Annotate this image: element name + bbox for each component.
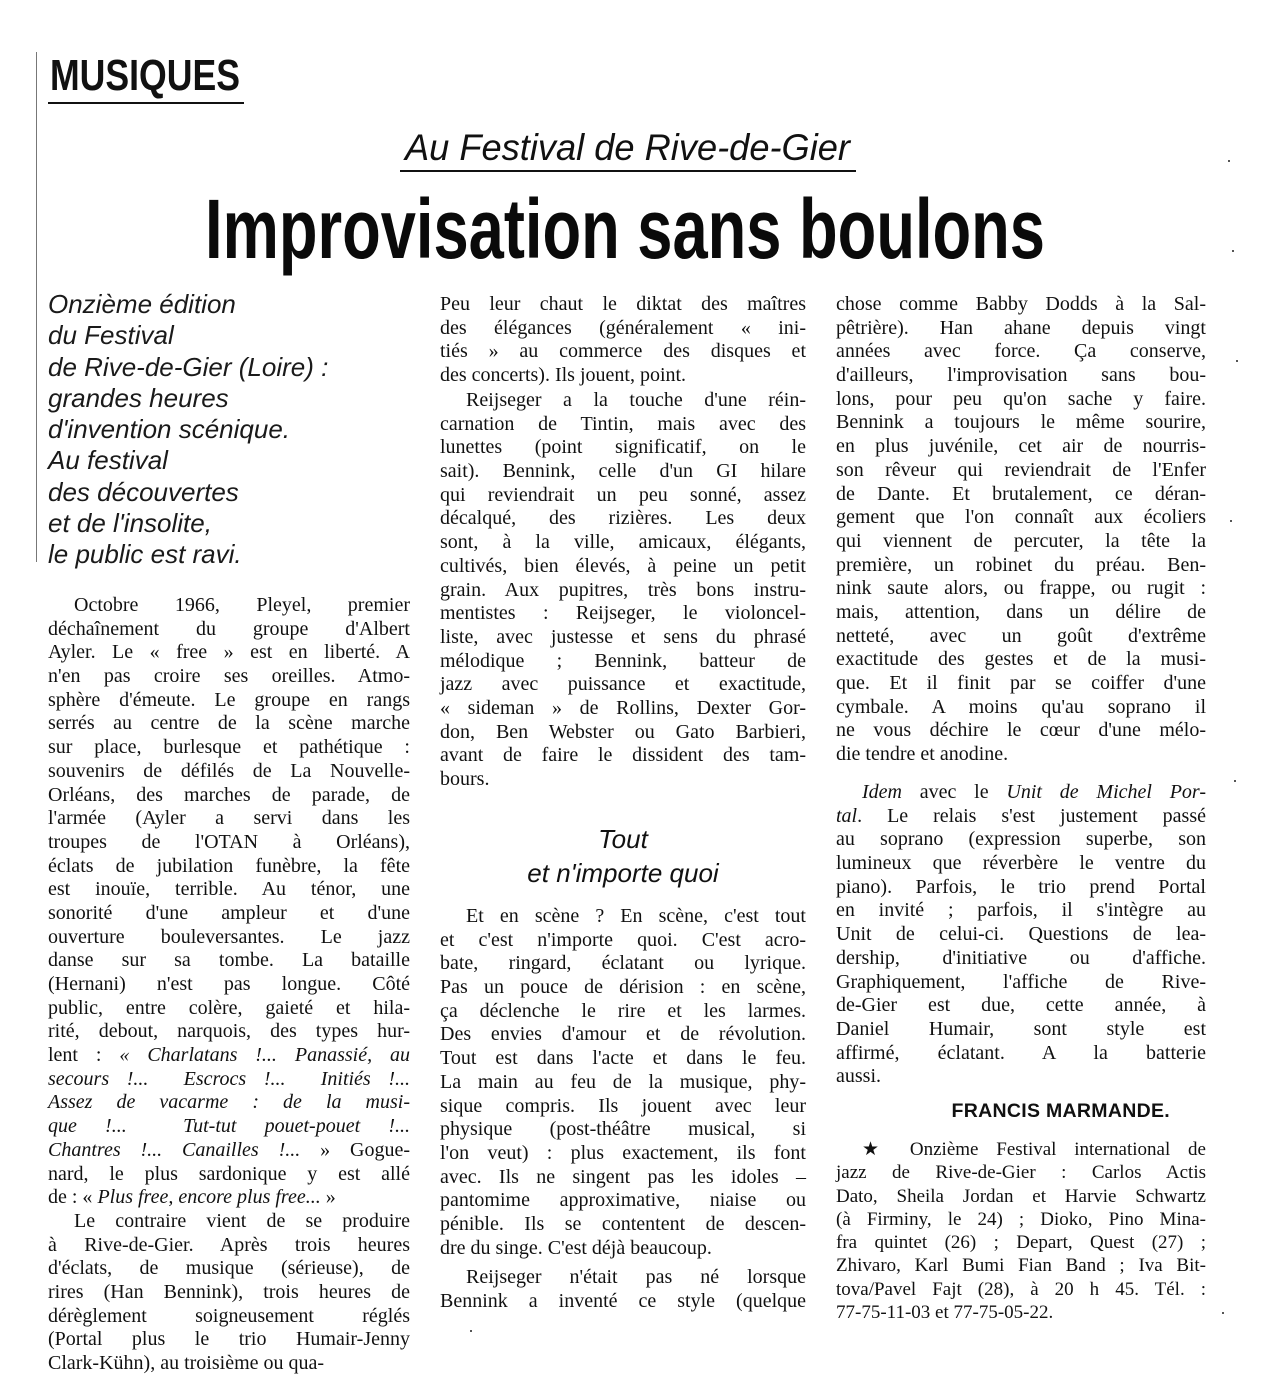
text-line: tova/Pavel Fajt (28), à 20 h 45. Tél. : <box>836 1278 1206 1300</box>
text-line: chose comme Babby Dodds à la Sal- <box>836 293 1206 315</box>
deck-line: d'invention scénique. <box>48 414 291 445</box>
text-line: carnation de Tintin, mais avec des <box>440 412 806 435</box>
text-line: (Portal plus le trio Humair-Jenny <box>48 1328 410 1351</box>
text-line: physique (post-théâtre musical, si <box>440 1118 806 1141</box>
text-line: dership, d'initiative ou d'affiche. <box>836 946 1206 969</box>
paragraph <box>48 594 410 1210</box>
text-line: jazz avec puissance et exactitude, <box>440 673 806 696</box>
text-line: Des envies d'amour et de révolution. <box>440 1023 806 1046</box>
text-line: lumineux que réverbère le ventre du <box>836 852 1206 875</box>
text-line: Et en scène ? En scène, c'est tout <box>466 905 806 927</box>
event-info-note <box>836 1138 1206 1324</box>
text-line: aussi. <box>836 1065 881 1088</box>
text-line: et c'est n'importe quoi. C'est acro- <box>440 928 806 951</box>
text-line <box>48 1044 410 1068</box>
text-line: pantomime approximative, niaise ou <box>440 1189 806 1212</box>
text-line: die tendre et anodine. <box>836 743 1009 766</box>
text-line: sont, à la ville, amicaux, élégants, <box>440 531 806 554</box>
italic-text: « Charlatans !... Panassié, au <box>119 1044 411 1067</box>
paragraph <box>836 293 1206 767</box>
deck-side-rule <box>36 52 37 562</box>
text-line: rité, debout, narquois, des types hur- <box>48 1020 410 1043</box>
text-line: qui reviendrait un peu sonné, assez <box>440 483 806 506</box>
text-line: au soprano (expression superbe, son <box>836 828 1206 851</box>
italic-text: secours !... Escrocs !... Initiés !... <box>48 1067 410 1090</box>
text-line: avant de faire le dissident des tam- <box>440 744 806 767</box>
text-line: ★ Onzième Festival international de <box>862 1139 1206 1160</box>
article-column-2 <box>440 0 806 1383</box>
text-line: (Hernani) n'est pas longue. Côté <box>48 973 410 995</box>
text-line: serrés au centre de la scène marche <box>48 712 410 735</box>
text-line: dre du singe. C'est déjà beaucoup. <box>440 1236 712 1259</box>
italic-text: Plus free, encore plus free... <box>97 1186 321 1209</box>
text-line: fra quintet (26) ; Depart, Quest (27) ; <box>836 1232 1206 1254</box>
text-line: netteté, avec un goût d'extrême <box>836 624 1206 647</box>
italic-text: Idem <box>862 781 902 803</box>
text-line: (à Firminy, le 24) ; Dioko, Pino Mina- <box>836 1208 1206 1230</box>
text-line: exactitude des gestes et de la musi- <box>836 648 1206 671</box>
italic-text: tal <box>836 804 858 827</box>
text-line: Daniel Humair, sont style est <box>836 1017 1206 1040</box>
text-segment: . Le relais s'est justement passé <box>857 804 1206 827</box>
text-line: années avec force. Ça conserve, <box>836 340 1206 363</box>
text-line: mentistes : Reijseger, le violoncel- <box>440 602 806 625</box>
text-line: en plus juvénile, cet air de nourris- <box>836 435 1206 458</box>
kicker-text: Au Festival de Rive-de-Gier <box>403 127 852 168</box>
text-line: 77-75-11-03 et 77-75-05-22. <box>836 1302 1054 1324</box>
text-line: Dato, Sheila Jordan et Harvie Schwartz <box>836 1185 1206 1207</box>
text-line: jazz de Rive-de-Gier : Carlos Actis <box>836 1162 1206 1184</box>
text-segment: de : « <box>48 1186 98 1209</box>
text-line <box>48 1186 410 1210</box>
text-segment: » <box>320 1186 336 1209</box>
text-line: Zhivaro, Karl Bumi Fian Band ; Iva Bit- <box>836 1255 1206 1277</box>
text-line: qui viennent de percuter, la tête la <box>836 529 1206 552</box>
deck-line: du Festival <box>48 320 174 351</box>
text-line: pénible. Ils se contentent de descen- <box>440 1212 806 1235</box>
text-line: danse sur sa tombe. La bataille <box>48 949 410 972</box>
text-line: lons, pour peu qu'on sache y faire. <box>836 387 1206 410</box>
text-line: l'on veut) : plus exactement, ils font <box>440 1141 806 1164</box>
text-line: sait). Bennink, celle d'un GI hilare <box>440 460 806 483</box>
text-line: d'ailleurs, l'improvisation sans bou- <box>836 364 1206 387</box>
text-line: que. Et il finit par se coiffer d'une <box>836 672 1206 694</box>
deck-line: Au festival <box>48 445 168 476</box>
text-line: Pas un pouce de dérision : en scène, <box>440 976 806 999</box>
deck-line: et de l'insolite, <box>48 508 212 539</box>
text-line: Peu leur chaut le diktat des maîtres <box>440 293 806 315</box>
text-line: sur place, burlesque et pathétique : <box>48 736 410 759</box>
text-line <box>48 1068 410 1092</box>
text-line: bours. <box>440 768 490 790</box>
text-line: à Rive-de-Gier. Après trois heures <box>48 1233 410 1256</box>
text-line: de Dante. Et brutalement, ce déran- <box>836 482 1206 505</box>
italic-text: que !... Tut-tut pouet-pouet !... <box>48 1115 410 1138</box>
paragraph <box>440 389 806 792</box>
italic-text: Chantres !... Canailles !... <box>48 1138 301 1161</box>
paragraph <box>440 293 806 388</box>
text-line <box>48 1139 410 1163</box>
text-line: dérèglement soigneusement réglés <box>48 1304 410 1327</box>
text-segment: lent : <box>48 1044 120 1067</box>
text-line: sphère d'émeute. Le groupe en rangs <box>48 688 410 711</box>
text-line: troupes de l'OTAN à Orléans), <box>48 830 410 853</box>
text-line <box>48 1115 410 1139</box>
text-line: Graphiquement, l'affiche de Rive- <box>836 970 1206 993</box>
text-line: Bennink a toujours le même sourire, <box>836 411 1206 434</box>
text-line: Tout <box>598 824 648 854</box>
article-column-1 <box>48 0 410 1377</box>
text-line: souvenirs de défilés de La Nouvelle- <box>48 759 410 782</box>
text-line: don, Ben Webster ou Gato Barbieri, <box>440 720 806 743</box>
text-line: de-Gier est due, cette année, à <box>836 994 1206 1017</box>
subheading <box>440 822 806 890</box>
deck-line: Onzième édition <box>48 289 236 319</box>
italic-text: Unit de Michel Por- <box>1006 781 1206 803</box>
text-line: mélodique ; Bennink, batteur de <box>440 649 806 672</box>
text-line: piano). Parfois, le trio prend Portal <box>836 875 1206 898</box>
text-line: son rêveur qui reviendrait de l'Enfer <box>836 458 1206 481</box>
text-line: grain. Aux pupitres, très bons instru- <box>440 578 806 601</box>
paragraph <box>440 1266 806 1313</box>
text-line: lunettes (point significatif, on le <box>440 436 806 459</box>
text-line: La main au feu de la musique, phy- <box>440 1070 806 1093</box>
text-line: public, entre colère, gaieté et hila- <box>48 996 410 1019</box>
text-line: affirmé, éclatant. A la batterie <box>836 1041 1206 1064</box>
text-line: nink saute alors, ou frappe, ou rugit : <box>836 577 1206 600</box>
text-line: l'armée (Ayler a servi dans les <box>48 807 410 830</box>
text-line: Orléans, des marches de parade, de <box>48 783 410 806</box>
paragraph <box>48 1210 410 1376</box>
text-line: ça déclenche le rire et les larmes. <box>440 999 806 1022</box>
headline-text: Improvisation sans boulons <box>205 182 1045 276</box>
text-line <box>836 781 1206 805</box>
text-line: déchaînement du groupe d'Albert <box>48 617 410 640</box>
text-line: mais, attention, dans un délire de <box>836 600 1206 623</box>
text-line: n'en pas croire ses oreilles. Atmo- <box>48 665 410 688</box>
text-line: des élégances (généralement « ini- <box>440 316 806 339</box>
text-line: est inouïe, terrible. Au ténor, une <box>48 878 410 901</box>
text-line: éclats de jubilation funèbre, la fête <box>48 854 410 877</box>
italic-text: Assez de vacarme : de la musi- <box>48 1091 410 1114</box>
article-column-3 <box>836 0 1206 1383</box>
text-line: nard, le plus sardonique y est allé <box>48 1162 410 1185</box>
text-line: Tout est dans l'acte et dans le feu. <box>440 1047 806 1070</box>
text-line: décalqué, des rizières. Les deux <box>440 507 806 530</box>
text-line: des concerts). Ils jouent, point. <box>440 364 687 387</box>
text-line: sonorité d'une ampleur et d'une <box>48 901 410 924</box>
text-line: en invité ; parfois, il s'intègre au <box>836 899 1206 922</box>
text-line: tiés » au commerce des disques et <box>440 340 806 363</box>
text-line: gement que l'on connaît aux écoliers <box>836 506 1206 529</box>
text-line: Bennink a inventé ce style (quelque <box>440 1289 806 1312</box>
text-line: liste, avec justesse et sens du phrasé <box>440 625 806 648</box>
text-line: et n'importe quoi <box>527 858 719 888</box>
text-line: avec. Ils ne singent pas les idoles – <box>440 1165 806 1188</box>
text-line <box>48 1091 410 1115</box>
text-line: Reijseger n'était pas né lorsque <box>466 1266 806 1288</box>
deck-line: le public est ravi. <box>48 539 242 570</box>
text-line: « sideman » de Rollins, Dexter Gor- <box>440 696 806 719</box>
text-line: cultivés, bien élevés, à peine un petit <box>440 554 806 577</box>
text-line: cymbale. A moins qu'au soprano il <box>836 695 1206 718</box>
text-line: Ayler. Le « free » est en liberté. A <box>48 641 410 664</box>
text-line: Octobre 1966, Pleyel, premier <box>74 594 410 616</box>
text-segment: avec le <box>901 781 1007 803</box>
deck-line: des découvertes <box>48 476 239 507</box>
paragraph <box>836 781 1206 1089</box>
text-segment: » Gogue- <box>300 1138 410 1161</box>
text-line: d'éclats, de musique (sérieuse), de <box>48 1257 410 1280</box>
text-line <box>836 805 1206 829</box>
text-line: Clark-Kühn), au troisième ou qua- <box>48 1352 325 1375</box>
deck-line: de Rive-de-Gier (Loire) : <box>48 351 329 382</box>
text-line: bate, ringard, éclatant ou lyrique. <box>440 952 806 975</box>
text-line: ouverture bouleversantes. Le jazz <box>48 925 410 948</box>
paragraph <box>440 905 806 1260</box>
text-line: pêtrière). Han ahane depuis vingt <box>836 316 1206 339</box>
author-byline <box>836 1100 1206 1124</box>
text-line: Le contraire vient de se produire <box>74 1210 410 1232</box>
text-line: Reijseger a la touche d'une réin- <box>466 389 806 411</box>
text-line: ne vous déchire le cœur d'une mélo- <box>836 719 1206 742</box>
section-title: MUSIQUES <box>50 51 240 100</box>
text-line: sique compris. Ils jouent avec leur <box>440 1094 806 1117</box>
text-line: rires (Han Bennink), trois heures de <box>48 1281 410 1304</box>
text-line: première, un robinet du préau. Ben- <box>836 553 1206 576</box>
text-line: Unit de celui-ci. Questions de lea- <box>836 923 1206 946</box>
deck-line: grandes heures <box>48 382 229 413</box>
text-line: FRANCIS MARMANDE. <box>951 1100 1170 1122</box>
